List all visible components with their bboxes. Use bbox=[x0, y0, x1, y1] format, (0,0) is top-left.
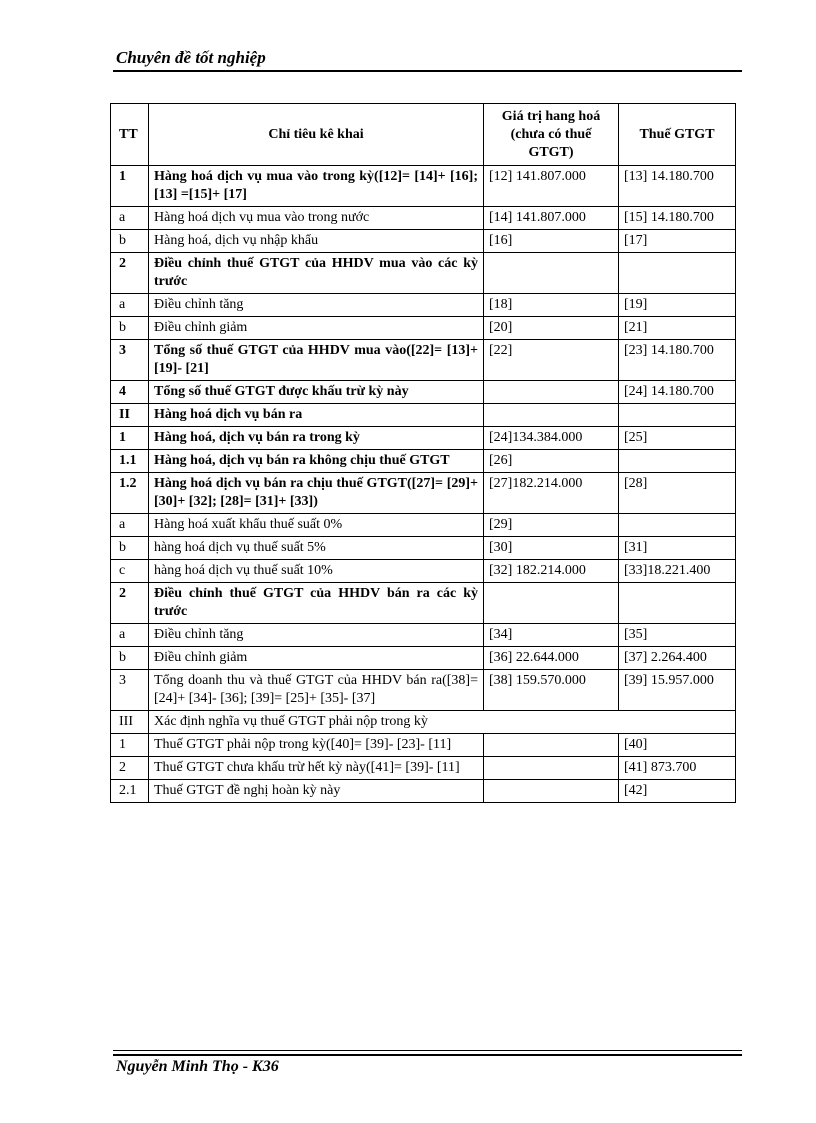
row-vat bbox=[619, 583, 736, 624]
row-criteria: Hàng hoá dịch vụ mua vào trong nước bbox=[149, 207, 484, 230]
table-row bbox=[111, 537, 736, 560]
table-row bbox=[111, 734, 736, 757]
table-header-row bbox=[111, 104, 736, 166]
table-row bbox=[111, 711, 736, 734]
row-criteria: Thuế GTGT chưa khấu trừ hết kỳ này([41]= [39]- [11] bbox=[149, 757, 484, 780]
row-goods-value bbox=[484, 253, 619, 294]
table-row bbox=[111, 670, 736, 711]
row-vat bbox=[619, 514, 736, 537]
row-vat: [33]18.221.400 bbox=[619, 560, 736, 583]
row-vat: [15] 14.180.700 bbox=[619, 207, 736, 230]
table-row bbox=[111, 381, 736, 404]
row-vat: [21] bbox=[619, 317, 736, 340]
row-goods-value: [38] 159.570.000 bbox=[484, 670, 619, 711]
row-vat: [13] 14.180.700 bbox=[619, 166, 736, 207]
row-number: 2 bbox=[111, 583, 149, 624]
table-row bbox=[111, 294, 736, 317]
row-criteria: hàng hoá dịch vụ thuế suất 10% bbox=[149, 560, 484, 583]
row-criteria: Hàng hoá dịch vụ bán ra chịu thuế GTGT([27]= [29]+ [30]+ [32]; [28]= [31]+ [33]) bbox=[149, 473, 484, 514]
row-criteria: Hàng hoá, dịch vụ bán ra không chịu thuế GTGT bbox=[149, 450, 484, 473]
row-vat bbox=[619, 253, 736, 294]
row-vat: [42] bbox=[619, 780, 736, 803]
row-criteria: Thuế GTGT đề nghị hoàn kỳ này bbox=[149, 780, 484, 803]
row-vat: [25] bbox=[619, 427, 736, 450]
row-vat: [19] bbox=[619, 294, 736, 317]
row-criteria: Xác định nghĩa vụ thuế GTGT phải nộp trong kỳ bbox=[149, 711, 736, 734]
row-criteria: Điều chỉnh thuế GTGT của HHDV mua vào các kỳ trước bbox=[149, 253, 484, 294]
table-row bbox=[111, 757, 736, 780]
row-vat: [39] 15.957.000 bbox=[619, 670, 736, 711]
row-number: 1 bbox=[111, 166, 149, 207]
row-number: 2.1 bbox=[111, 780, 149, 803]
column-header-goods-value: Giá trị hang hoá (chưa có thuế GTGT) bbox=[484, 104, 619, 166]
row-vat: [41] 873.700 bbox=[619, 757, 736, 780]
row-vat: [23] 14.180.700 bbox=[619, 340, 736, 381]
row-number: c bbox=[111, 560, 149, 583]
row-criteria: Thuế GTGT phải nộp trong kỳ([40]= [39]- [23]- [11] bbox=[149, 734, 484, 757]
row-number: a bbox=[111, 514, 149, 537]
row-goods-value: [24]134.384.000 bbox=[484, 427, 619, 450]
table-row bbox=[111, 450, 736, 473]
row-goods-value: [29] bbox=[484, 514, 619, 537]
table-row bbox=[111, 560, 736, 583]
row-number: a bbox=[111, 207, 149, 230]
row-goods-value bbox=[484, 404, 619, 427]
row-number: 2 bbox=[111, 253, 149, 294]
table-row bbox=[111, 514, 736, 537]
row-criteria: Hàng hoá, dịch vụ nhập khẩu bbox=[149, 230, 484, 253]
row-criteria: Hàng hoá dịch vụ mua vào trong kỳ([12]= [14]+ [16]; [13] =[15]+ [17] bbox=[149, 166, 484, 207]
vat-declaration-table bbox=[110, 103, 736, 803]
table-row bbox=[111, 317, 736, 340]
row-vat bbox=[619, 450, 736, 473]
row-vat: [17] bbox=[619, 230, 736, 253]
row-vat bbox=[619, 404, 736, 427]
table-row bbox=[111, 473, 736, 514]
column-header-criteria: Chỉ tiêu kê khai bbox=[149, 104, 484, 166]
row-goods-value: [14] 141.807.000 bbox=[484, 207, 619, 230]
row-number: 4 bbox=[111, 381, 149, 404]
row-goods-value: [27]182.214.000 bbox=[484, 473, 619, 514]
table-row bbox=[111, 427, 736, 450]
row-number: 3 bbox=[111, 340, 149, 381]
footer-rule bbox=[113, 1050, 742, 1051]
row-goods-value: [32] 182.214.000 bbox=[484, 560, 619, 583]
row-number: 3 bbox=[111, 670, 149, 711]
row-vat: [37] 2.264.400 bbox=[619, 647, 736, 670]
footer-rule-thick bbox=[113, 1054, 742, 1056]
row-criteria: Tổng doanh thu và thuế GTGT của HHDV bán ra([38]= [24]+ [34]- [36]; [39]= [25]+ [35]- [37] bbox=[149, 670, 484, 711]
table-body bbox=[111, 166, 736, 803]
table-row bbox=[111, 780, 736, 803]
document-header-title: Chuyên đề tốt nghiệp bbox=[116, 48, 266, 67]
row-number: 2 bbox=[111, 757, 149, 780]
table-row bbox=[111, 624, 736, 647]
row-criteria: Hàng hoá, dịch vụ bán ra trong kỳ bbox=[149, 427, 484, 450]
row-number: 1.1 bbox=[111, 450, 149, 473]
row-criteria: Hàng hoá dịch vụ bán ra bbox=[149, 404, 484, 427]
header-rule bbox=[113, 70, 742, 72]
table-row bbox=[111, 647, 736, 670]
row-goods-value bbox=[484, 734, 619, 757]
row-goods-value: [16] bbox=[484, 230, 619, 253]
row-goods-value: [36] 22.644.000 bbox=[484, 647, 619, 670]
footer-author: Nguyễn Minh Thọ - K36 bbox=[116, 1058, 279, 1075]
row-criteria: Tổng số thuế GTGT của HHDV mua vào([22]= [13]+ [19]- [21] bbox=[149, 340, 484, 381]
row-number: III bbox=[111, 711, 149, 734]
row-goods-value: [18] bbox=[484, 294, 619, 317]
table-row bbox=[111, 340, 736, 381]
row-criteria: hàng hoá dịch vụ thuế suất 5% bbox=[149, 537, 484, 560]
row-number: II bbox=[111, 404, 149, 427]
row-goods-value: [20] bbox=[484, 317, 619, 340]
row-vat: [31] bbox=[619, 537, 736, 560]
row-criteria: Điều chỉnh tăng bbox=[149, 294, 484, 317]
row-goods-value: [26] bbox=[484, 450, 619, 473]
row-number: b bbox=[111, 230, 149, 253]
row-number: 1 bbox=[111, 427, 149, 450]
row-goods-value bbox=[484, 780, 619, 803]
row-goods-value bbox=[484, 381, 619, 404]
row-vat: [24] 14.180.700 bbox=[619, 381, 736, 404]
row-goods-value bbox=[484, 583, 619, 624]
row-goods-value: [30] bbox=[484, 537, 619, 560]
row-vat: [40] bbox=[619, 734, 736, 757]
row-goods-value: [22] bbox=[484, 340, 619, 381]
table-row bbox=[111, 207, 736, 230]
vat-declaration-table-container bbox=[110, 103, 735, 803]
row-goods-value bbox=[484, 757, 619, 780]
table-row bbox=[111, 230, 736, 253]
row-number: b bbox=[111, 317, 149, 340]
row-criteria: Điều chỉnh tăng bbox=[149, 624, 484, 647]
row-number: a bbox=[111, 294, 149, 317]
row-goods-value: [12] 141.807.000 bbox=[484, 166, 619, 207]
row-vat: [28] bbox=[619, 473, 736, 514]
row-criteria: Tổng số thuế GTGT được khấu trừ kỳ này bbox=[149, 381, 484, 404]
row-criteria: Điều chỉnh giảm bbox=[149, 317, 484, 340]
row-goods-value: [34] bbox=[484, 624, 619, 647]
row-criteria: Điều chỉnh thuế GTGT của HHDV bán ra các kỳ trước bbox=[149, 583, 484, 624]
row-criteria: Điều chỉnh giảm bbox=[149, 647, 484, 670]
row-number: b bbox=[111, 647, 149, 670]
table-row bbox=[111, 583, 736, 624]
row-number: a bbox=[111, 624, 149, 647]
row-criteria: Hàng hoá xuất khẩu thuế suất 0% bbox=[149, 514, 484, 537]
table-row bbox=[111, 166, 736, 207]
column-header-vat: Thuế GTGT bbox=[619, 104, 736, 166]
table-row bbox=[111, 253, 736, 294]
row-vat: [35] bbox=[619, 624, 736, 647]
row-number: 1 bbox=[111, 734, 149, 757]
row-number: 1.2 bbox=[111, 473, 149, 514]
column-header-tt: TT bbox=[111, 104, 149, 166]
row-number: b bbox=[111, 537, 149, 560]
table-row bbox=[111, 404, 736, 427]
